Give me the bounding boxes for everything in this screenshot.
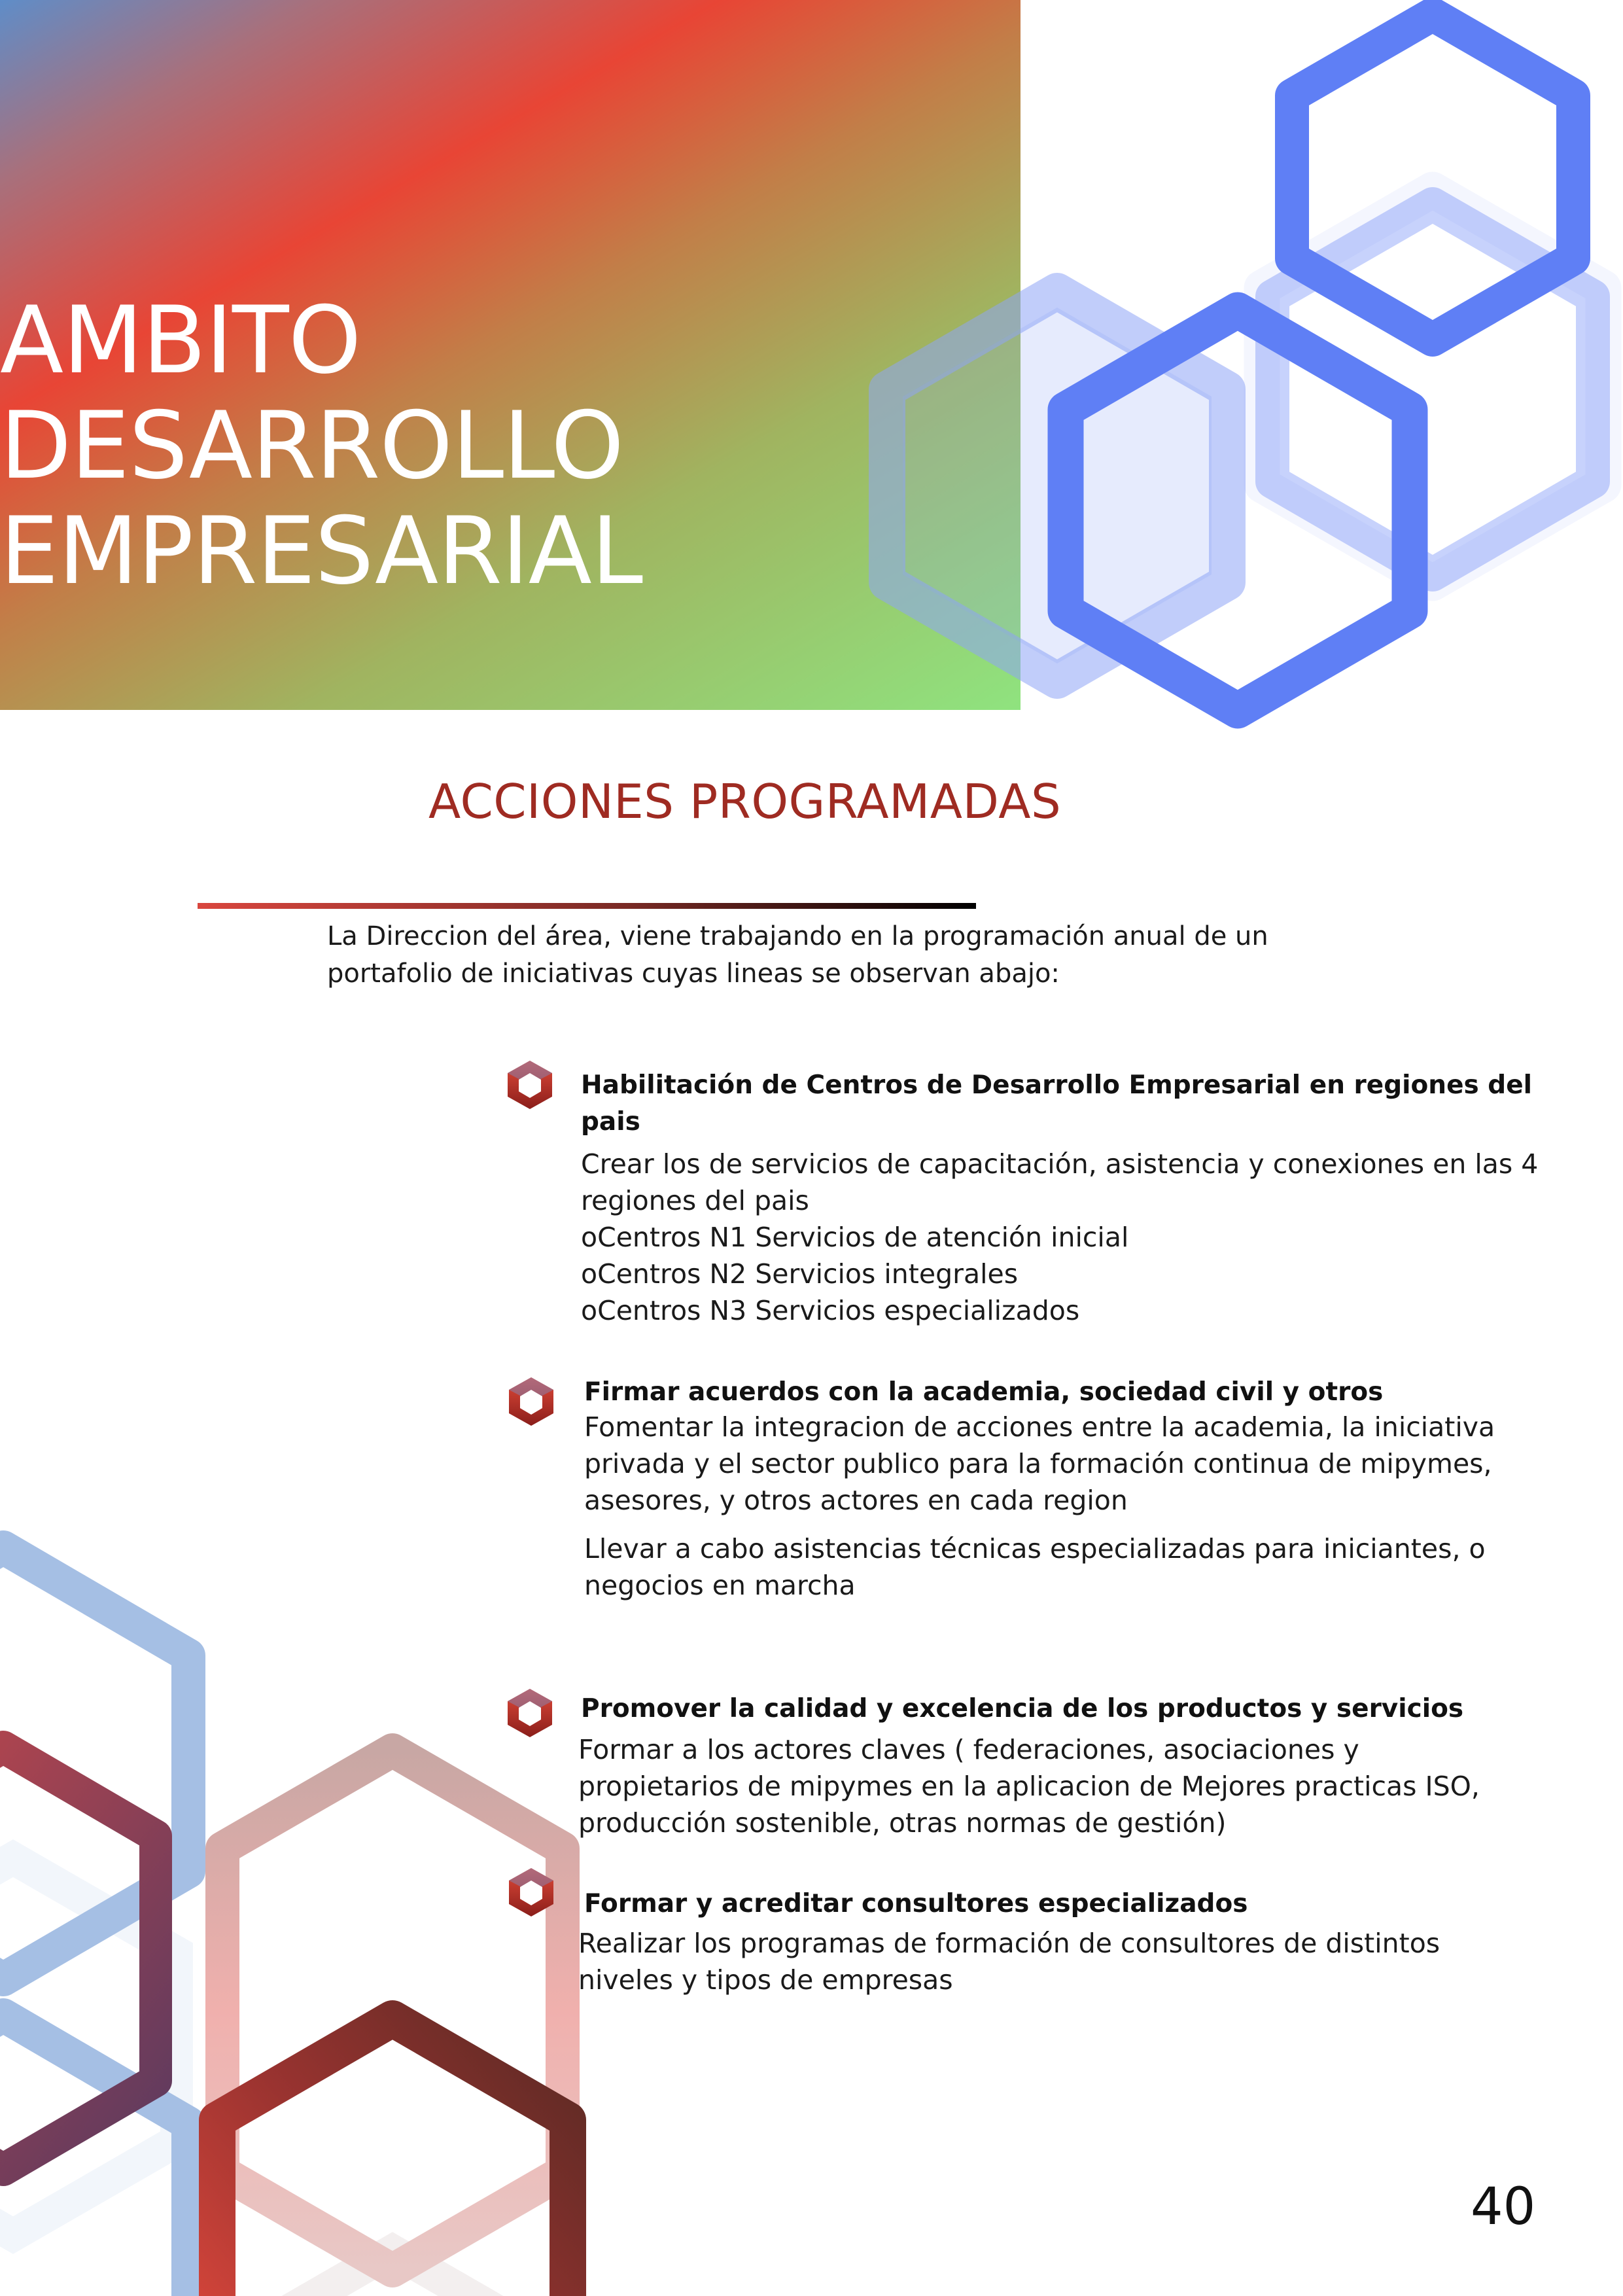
hexagon-decoration-bottom-left [0, 1505, 654, 2296]
item-body [578, 1925, 1623, 1998]
hexagon-bullet-icon [505, 1059, 555, 1111]
banner-title-line: DESARROLLO [0, 392, 624, 500]
intro-line: La Direccion del área, viene trabajando en la programación anual de un [327, 921, 1268, 951]
item-title [581, 1691, 1623, 1727]
item-body-line: oCentros N3 Servicios especializados [581, 1295, 1080, 1326]
item-body-line: Realizar los programas de formación de consultores de distintos [578, 1928, 1440, 1959]
item-body-line: Crear los de servicios de capacitación, asistencia y conexiones en las 4 [581, 1148, 1539, 1180]
item-body-line: Llevar a cabo asistencias técnicas especializadas para iniciantes, o [584, 1533, 1486, 1564]
list-item [578, 1886, 1623, 1998]
intro-line: portafolio de iniciativas cuyas lineas se observan abajo: [327, 959, 1060, 989]
item-body-line: oCentros N2 Servicios integrales [581, 1258, 1019, 1290]
item-body [581, 1146, 1623, 1329]
banner-title-line: EMPRESARIAL [0, 497, 642, 605]
section-heading: ACCIONES PROGRAMADAS [428, 774, 1062, 829]
item-body-line: asesores, y otros actores en cada region [584, 1485, 1128, 1516]
hexagon-bullet-icon [505, 1687, 555, 1739]
item-body-line: privada y el sector publico para la formación continua de mipymes, [584, 1448, 1492, 1479]
banner-title-line: AMBITO [0, 287, 361, 395]
list-item [584, 1376, 1623, 1604]
item-body-extra [584, 1530, 1623, 1604]
hexagon-bullet-icon [506, 1375, 556, 1428]
item-body-line: negocios en marcha [584, 1570, 856, 1601]
item-title [581, 1067, 1623, 1140]
item-title-line: pais [581, 1107, 640, 1137]
item-body-line: Fomentar la integracion de acciones entre la academia, la iniciativa [584, 1411, 1495, 1443]
item-body [578, 1731, 1623, 1841]
item-title [584, 1376, 1623, 1409]
item-body-line: regiones del pais [581, 1185, 809, 1216]
heading-underline [198, 903, 976, 909]
item-body-line: propietarios de mipymes en la aplicacion de Mejores practicas ISO, [578, 1771, 1480, 1802]
item-title-line: Formar y acreditar consultores especializados [584, 1889, 1248, 1918]
item-body-line: producción sostenible, otras normas de gestión) [578, 1807, 1227, 1839]
item-title-line: Habilitación de Centros de Desarrollo Empresarial en regiones del [581, 1070, 1533, 1100]
item-body-line: Formar a los actores claves ( federaciones, asociaciones y [578, 1734, 1359, 1765]
list-item [581, 1067, 1623, 1329]
item-title-line: Firmar acuerdos con la academia, sociedad civil y otros [584, 1377, 1384, 1407]
banner-title [0, 288, 720, 604]
item-body-line: oCentros N1 Servicios de atención inicial [581, 1222, 1129, 1253]
hexagon-bullet-icon [506, 1866, 556, 1918]
item-body-line: niveles y tipos de empresas [578, 1964, 953, 1996]
page-number: 40 [1471, 2178, 1536, 2236]
item-body [584, 1409, 1623, 1519]
item-title-line: Promover la calidad y excelencia de los productos y servicios [581, 1694, 1464, 1723]
intro-paragraph [327, 918, 1374, 993]
list-item [578, 1691, 1623, 1841]
item-title [584, 1886, 1623, 1922]
